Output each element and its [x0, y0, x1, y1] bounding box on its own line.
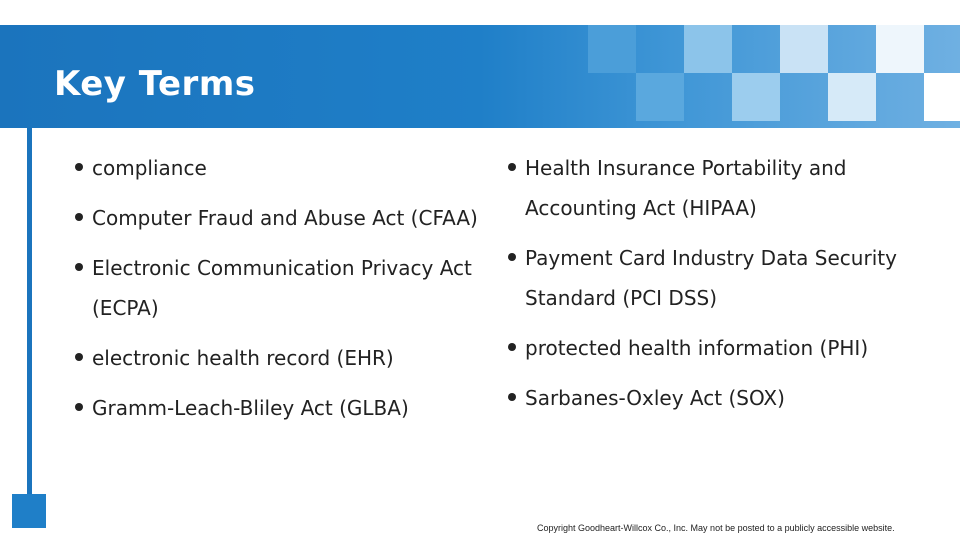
list-item	[505, 328, 945, 368]
bullet-icon	[75, 213, 83, 221]
bullet-icon	[508, 253, 516, 261]
copyright-notice: Copyright Goodheart-Willcox Co., Inc. May not be posted to a publicly accessible website.	[537, 523, 895, 533]
left-term-list	[72, 148, 492, 438]
decorative-tile	[732, 73, 780, 121]
term-text: Electronic Communication Privacy Act (ECPA)	[92, 256, 472, 320]
list-item	[72, 248, 492, 328]
bullet-icon	[75, 163, 83, 171]
term-text: Sarbanes-Oxley Act (SOX)	[525, 386, 785, 410]
right-term-list	[505, 148, 945, 428]
list-item	[72, 388, 492, 428]
decorative-tile	[684, 25, 732, 73]
list-item	[72, 338, 492, 378]
decorative-tile	[780, 25, 828, 73]
decorative-tile	[924, 73, 960, 121]
list-item	[72, 148, 492, 188]
list-item	[72, 198, 492, 238]
term-text: Computer Fraud and Abuse Act (CFAA)	[92, 206, 478, 230]
left-accent-bar	[27, 128, 32, 496]
list-item	[505, 378, 945, 418]
term-text: Health Insurance Portability and Accounting Act (HIPAA)	[525, 156, 847, 220]
decorative-tile	[588, 25, 636, 73]
left-accent-square	[12, 494, 46, 528]
bullet-icon	[508, 163, 516, 171]
list-item	[505, 148, 945, 228]
term-text: protected health information (PHI)	[525, 336, 869, 360]
term-text: Payment Card Industry Data Security Standard (PCI DSS)	[525, 246, 897, 310]
bullet-icon	[508, 343, 516, 351]
bullet-icon	[75, 353, 83, 361]
decorative-tile	[876, 25, 924, 73]
slide-title: Key Terms	[54, 64, 256, 104]
term-text: Gramm-Leach-Bliley Act (GLBA)	[92, 396, 409, 420]
term-text: compliance	[92, 156, 207, 180]
bullet-icon	[75, 403, 83, 411]
list-item	[505, 238, 945, 318]
bullet-icon	[75, 263, 83, 271]
decorative-tile	[636, 73, 684, 121]
term-text: electronic health record (EHR)	[92, 346, 394, 370]
bullet-icon	[508, 393, 516, 401]
decorative-tile	[828, 73, 876, 121]
